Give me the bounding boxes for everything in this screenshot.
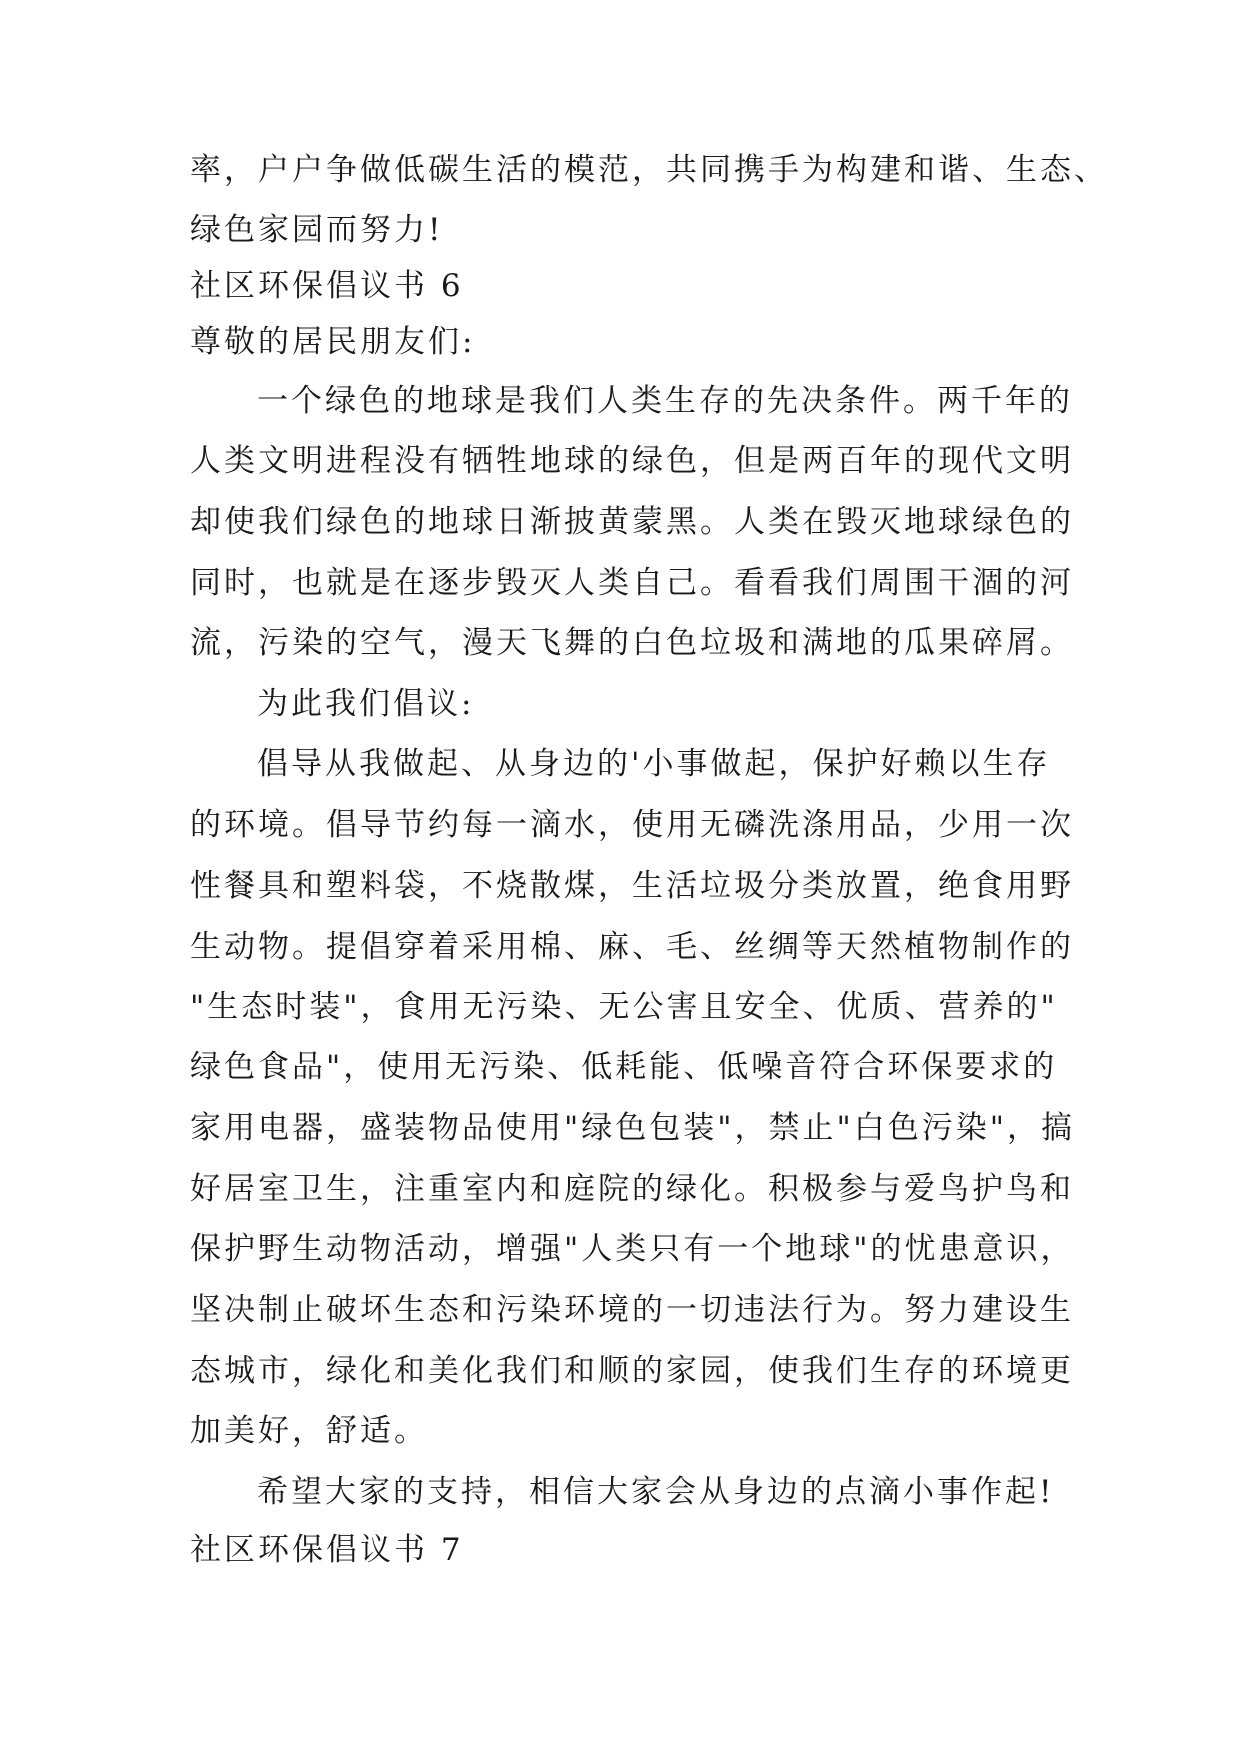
body-text-line: 的环境。倡导节约每一滴水，使用无磷洗涤用品，少用一次 xyxy=(190,807,1074,843)
body-text-line: 加美好，舒适。 xyxy=(190,1413,428,1449)
body-text-line: 保护野生动物活动，增强"人类只有一个地球"的忧患意识， xyxy=(190,1231,1075,1267)
body-text-line: 态城市，绿化和美化我们和顺的家园，使我们生存的环境更 xyxy=(190,1353,1074,1389)
body-text-line: 却使我们绿色的地球日渐披黄蒙黑。人类在毁灭地球绿色的 xyxy=(190,504,1074,540)
body-text-line: 率，户户争做低碳生活的模范，共同携手为构建和谐、生态、 xyxy=(190,152,1108,188)
body-text-line: 坚决制止破坏生态和污染环境的一切违法行为。努力建设生 xyxy=(190,1292,1074,1328)
paragraph-start-line: 为此我们倡议: xyxy=(257,686,475,722)
paragraph-start-line: 希望大家的支持，相信大家会从身边的点滴小事作起! xyxy=(257,1474,1055,1510)
paragraph-start-line: 倡导从我做起、从身边的'小事做起，保护好赖以生存 xyxy=(257,746,1051,782)
section-heading: 社区环保倡议书 6 xyxy=(190,268,464,304)
body-text-line: 绿色食品"，使用无污染、低耗能、低噪音符合环保要求的 xyxy=(190,1049,1058,1085)
paragraph-start-line: 一个绿色的地球是我们人类生存的先决条件。两千年的 xyxy=(257,383,1073,419)
body-text-line: 同时，也就是在逐步毁灭人类自己。看看我们周围干涸的河 xyxy=(190,565,1074,601)
section-heading: 社区环保倡议书 7 xyxy=(190,1532,464,1568)
body-text-line: 人类文明进程没有牺牲地球的绿色，但是两百年的现代文明 xyxy=(190,443,1074,479)
body-text-line: 家用电器，盛装物品使用"绿色包装"，禁止"白色污染"，搞 xyxy=(190,1110,1076,1146)
body-text-line: 性餐具和塑料袋，不烧散煤，生活垃圾分类放置，绝食用野 xyxy=(190,868,1074,904)
body-text-line: 绿色家园而努力! xyxy=(190,212,444,248)
body-text-line: 好居室卫生，注重室内和庭院的绿化。积极参与爱鸟护鸟和 xyxy=(190,1171,1074,1207)
body-text-line: 生动物。提倡穿着采用棉、麻、毛、丝绸等天然植物制作的 xyxy=(190,929,1074,965)
salutation: 尊敬的居民朋友们: xyxy=(190,324,476,360)
body-text-line: "生态时装"，食用无污染、无公害且安全、优质、营养的" xyxy=(190,989,1058,1025)
body-text-line: 流，污染的空气，漫天飞舞的白色垃圾和满地的瓜果碎屑。 xyxy=(190,625,1074,661)
